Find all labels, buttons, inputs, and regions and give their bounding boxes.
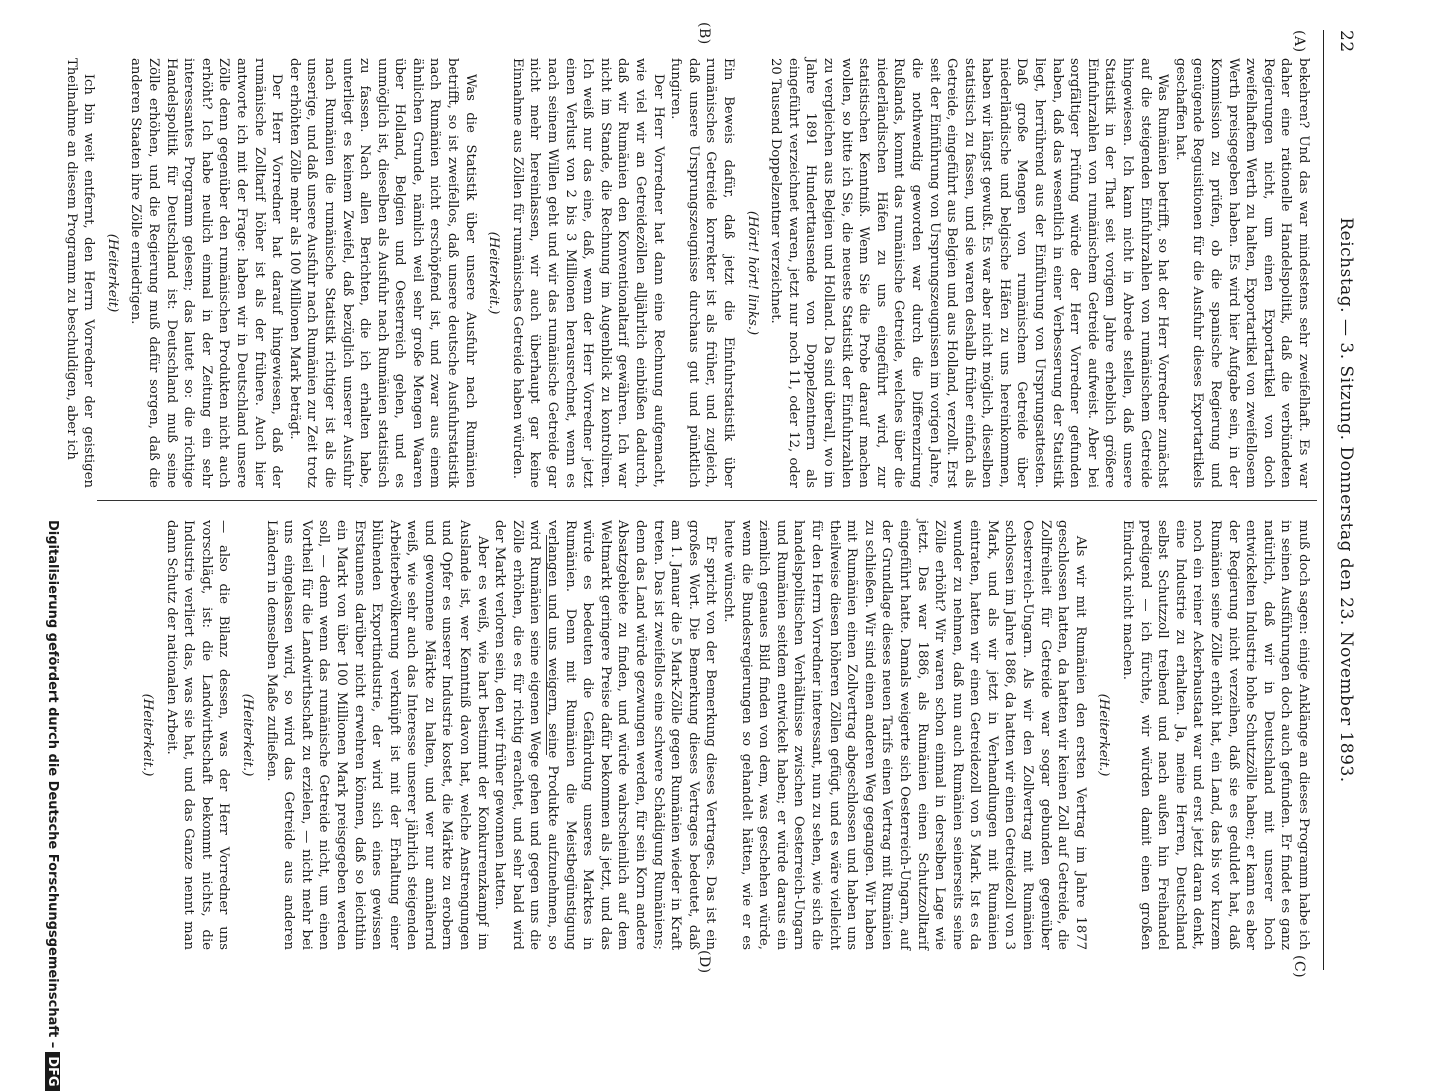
paragraph: Ich bin weit entfernt, den Herrn Vorredner der geistigen Theilnahme an diesem Programm zu beschuldigen, aber ich	[63, 58, 97, 488]
section-divider	[546, 535, 547, 755]
interjection: (Hört! hört! links.)	[744, 210, 760, 336]
paragraph: Er spricht von der Bemerkung dieses Vertrages. Das ist ein großes Wort. Die Bemerkung dieses Vertrages bedeutet, daß am 1. Januar die 5 Mark-Zölle gegen Rumänien wieder in Kraft treten. Das ist zweifellos eine schwere Schädigung Rumäniens; denn das Land würde gezwungen werden, für sein Korn andere Absatzgebiete zu finden, und würde wahrscheinlich auf dem Weltmarkt geringere Preise dafür bekommen als jetzt, und das würde es bedeuten die Gefährdung unseres Marktes in Rumänien. Denn mit Rumänien die Meistbegünstigung verlangen und uns weigern, seine Produkte aufzunehmen, so wird Rumänien seine eigenen Wege gehen und gegen uns die Zölle erhöhen, die es für richtig erachtet, und sehr bald wird der Markt verloren sein, den wir früher gewonnen hatten.	[492, 520, 719, 950]
interjection: (Heiterkeit.)	[1096, 693, 1112, 777]
page-number: 22	[1336, 30, 1356, 53]
page-header	[1326, 30, 1362, 970]
header-rule	[1323, 30, 1324, 970]
paragraph: Was die Statistik über unsere Ausfuhr nach Rumänien betrifft, so ist zweifellos, daß unsere deutsche Ausfuhrstatistik nach Rumänien nicht erschöpfend ist, und zwar aus einem ähnlichen Grunde, nämlich weil sehr große Mengen Waaren über Holland, Belgien und Oesterreich gehen, und es unmöglich ist, dieselben als Ausfuhr nach Rumänien statistisch zu fassen. Nach allen Berichten, die ich erhalten habe, unterliegt es keinem Zweifel, daß bezüglich unserer Ausfuhr nach Rumänien die rumänische Statistik richtiger ist als die unserige, und daß unsere Ausfuhr nach Rumänien zur Zeit trotz der erhöhten Zölle mehr als 100 Millionen Mark beträgt.	[286, 58, 478, 488]
interjection: (Heiterkeit.)	[140, 693, 155, 777]
margin-marker-b: (B)	[696, 22, 712, 45]
paragraph: bekehren? Und das war mindestens sehr zweifelhaft. Es war daher eine rationelle Handelspolitik, daß die verbündeten Regierungen nicht, um einen Exportartikel von doch zweifelhaftem Werth zu halten, Exportartikel von zweifellosem Werth preisgegeben haben. Es wird hier Aufgabe sein, in der Kommission zu prüfen, ob die spanische Regierung und genügende Reguisitionen für die Ausfuhr dieses Exportartikels geschaffen hat.	[1172, 58, 1311, 488]
margin-marker-a: (A)	[1291, 30, 1307, 53]
margin-marker-d: (D)	[696, 950, 712, 974]
digitization-credit	[20, 520, 60, 1087]
right-column	[132, 520, 1312, 950]
paragraph: Ein Beweis dafür, daß jetzt die Einfuhrstatistik über rumänisches Getreide korrekter ist als früher, und zugleich, daß unsere Ursprungszeugnisse durchaus gut und pünktlich fungiren.	[668, 58, 736, 488]
paragraph: Was Rumänien betrifft, so hat der Herr Vorredner zunächst auf die steigenden Einfuhrzahlen von rumänischem Getreide hingewiesen. Ich kann nicht in Abrede stellen, daß unsere Statistik in der That seit vorigem Jahre erheblich größere Einfuhrzahlen von rumänischem Getreide aufweist. Aber bei sorgfältiger Prüfung würde der Herr Vorredner gefunden haben, daß das wesentlich in einer Verbesserung der Statistik liegt, herrührend aus der Einführung von Ursprungsattesten. Daß große Mengen von rumänischem Getreide über niederländische und belgische Häfen zu uns hereinkommen, haben wir längst gewußt. Es war aber nicht möglich, dieselben statistisch zu fassen, und sie waren deshalb früher einfach als Getreide, eingeführt aus Belgien und aus Holland, verzollt. Erst seit der Einführung von Ursprungszeugnissen im vorigen Jahre, die nothwendig geworden war durch die Differenzirung Rußlands, kommt das rumänische Getreide, welches über die niederländischen Häfen zu uns eingeführt wird, zur statistischen Kenntniß. Wenn Sie die Probe darauf machen wollen, so bitte ich Sie, die neueste Statistik der Einfuhrzahlen zu vergleichen aus Belgien und Holland. Da sind überall, wo im Jahre 1891 Hunderttausende von Doppelzentnern als eingeführt verzeichnet waren, jetzt nur noch 11, oder 12, oder 20 Tausend Doppelzentner verzeichnet.	[768, 58, 1171, 488]
margin-marker-c: (C)	[1291, 955, 1307, 979]
dfg-logo: DFG	[45, 1052, 60, 1090]
paragraph: Als wir mit Rumänien den ersten Vertrag im Jahre 1877 geschlossen hatten, da hatten wir keinen Zoll auf Getreide, die Zollfreiheit für Getreide war sogar gebunden gegenüber Oesterreich-Ungarn. Als wir den Zollvertrag mit Rumänien schlossen im Jahre 1886, da hatten wir einen Getreidezoll von 3 Mark, und als wir jetzt in Verhandlungen mit Rumänien eintraten, hatten wir einen Getreidezoll von 5 Mark. Ist es da wunder zu nehmen, daß nun auch Rumänien seinerseits seine Zölle erhöht? Wir waren schon einmal in derselben Lage wie jetzt. Das war 1886, als Rumänien einen Schutzzolltarif eingeführt hatte. Damals weigerte sich Oesterreich-Ungarn, auf der Grundlage dieses neuen Tarifs einen Vertrag mit Rumänien zu schließen. Wir sind einen anderen Weg gegangen. Wir haben mit Rumänien einen Zollvertrag abgeschlossen und haben uns theilweise diesen höheren Zöllen gefügt, und es wäre vielleicht für den Herrn Vorredner interessant, nun zu sehen, wie sich die handelspolitischen Verhältnisse zwischen Oesterreich-Ungarn und Rumänien seitdem entwickelt haben; er würde daraus ein ziemlich genaues Bild finden von dem, was geschehen würde, wenn die Bundesregierungen so gehandelt hätten, wie er es heute wünscht.	[721, 520, 1088, 950]
page-title: Reichstag. — 3. Sitzung. Donnerstag den 23. November 1893.	[1336, 217, 1356, 783]
paragraph: muß doch sagen: einige Anklänge an dieses Programm habe ich in seinen Ausführungen doch auch gefunden. Er findet es ganz natürlich, daß wir in Deutschland mit unserer hoch entwickelten Industrie hohe Schutzzölle haben; er kann es aber der Regierung nicht verzeihen, daß sie es geduldet hat, daß Rumänien seine Zölle erhöht hat, ein Land, das bis vor kurzem noch ein reiner Ackerbaustaat war und erst jetzt daran denkt, eine Industrie zu erhalten. Ja, meine Herren, Deutschland selbst Schutzzoll treibend und nach außen hin Freihandel predigend — ich fürchte, wir würden damit einen großen Eindruck nicht machen.	[1120, 520, 1311, 950]
interjection: (Heiterkeit.)	[239, 693, 255, 777]
credit-text: Digitalisierung gefördert durch die Deutsche Forschungsgemeinschaft –	[45, 520, 60, 1049]
paragraph: — also die Bilanz dessen, was der Herr Vorredner uns vorschlägt, ist: die Landwirthschaft bekommt nichts, die Industrie verliert das, was sie hat, und das Ganze nennt man dann Schutz der nationalen Arbeit.	[163, 520, 232, 950]
interjection: (Heiterkeit)	[104, 233, 120, 313]
column-rule	[97, 500, 1317, 501]
left-column	[62, 58, 1312, 488]
paragraph: Der Herr Vorredner hat dann eine Rechnung aufgemacht, wie viel wir an Getreidezöllen alljährlich einbüßen dadurch, daß wir Rumänien den Konventionaltarif gewähren. Ich war nicht im Stande, die Rechnung im Augenblick zu kontroliren. Ich weiß nur das eine, daß, wenn der Herr Vorredner jetzt einen Verlust von 2 bis 3 Millionen herausrechnet, wenn es nach seinem Willen geht und wir das rumänische Getreide gar nicht mehr hereinlassen, wir auch überhaupt gar keine Einnahme aus Zöllen für rumänisches Getreide haben würden.	[509, 58, 666, 488]
paragraph: Aber es weiß, wie hart bestimmt der Konkurrenzkampf im Auslande ist, wer Kenntniß davon hat, welche Anstrengungen und Opfer es unserer Industrie kostet, die Märkte zu erobern und gewonnene Märkte zu halten, und wer nur annähernd weiß, wie sehr auch das Interesse unserer jährlich steigenden Arbeiterbevölkerung verknüpft ist mit der Erhaltung einer blühenden Exportindustrie, der wird sich eines gewissen Erstaunens darüber nicht erwehren können, daß so leichthin ein Markt von über 100 Millionen Mark preisgegeben werden soll, — denn wenn das rumänische Getreide nicht, um einen Vortheil für die Landwirthschaft zu erzielen, — nicht mehr bei uns eingelassen wird, so wird das Getreide aus anderen Ländern in demselben Maße zufließen.	[263, 520, 490, 950]
interjection: (Heiterkeit.)	[486, 231, 502, 315]
paragraph: Der Herr Vorredner hat darauf hingewiesen, daß der rumänische Zolltarif höher ist als der frühere. Auch hier antworte ich mit der Frage: haben wir in Deutschland unsere Zölle denn gegenüber den rumänischen Produkten nicht auch erhöht? Ich habe neulich einmal in der Zeitung ein sehr interessantes Programm gelesen; das lautet so: die richtige Handelspolitik für Deutschland ist: Deutschland muß seine Zölle erhöhen, und die Regierung muß dafür sorgen, daß die anderen Staaten ihre Zölle erniedrigen.	[128, 58, 285, 488]
